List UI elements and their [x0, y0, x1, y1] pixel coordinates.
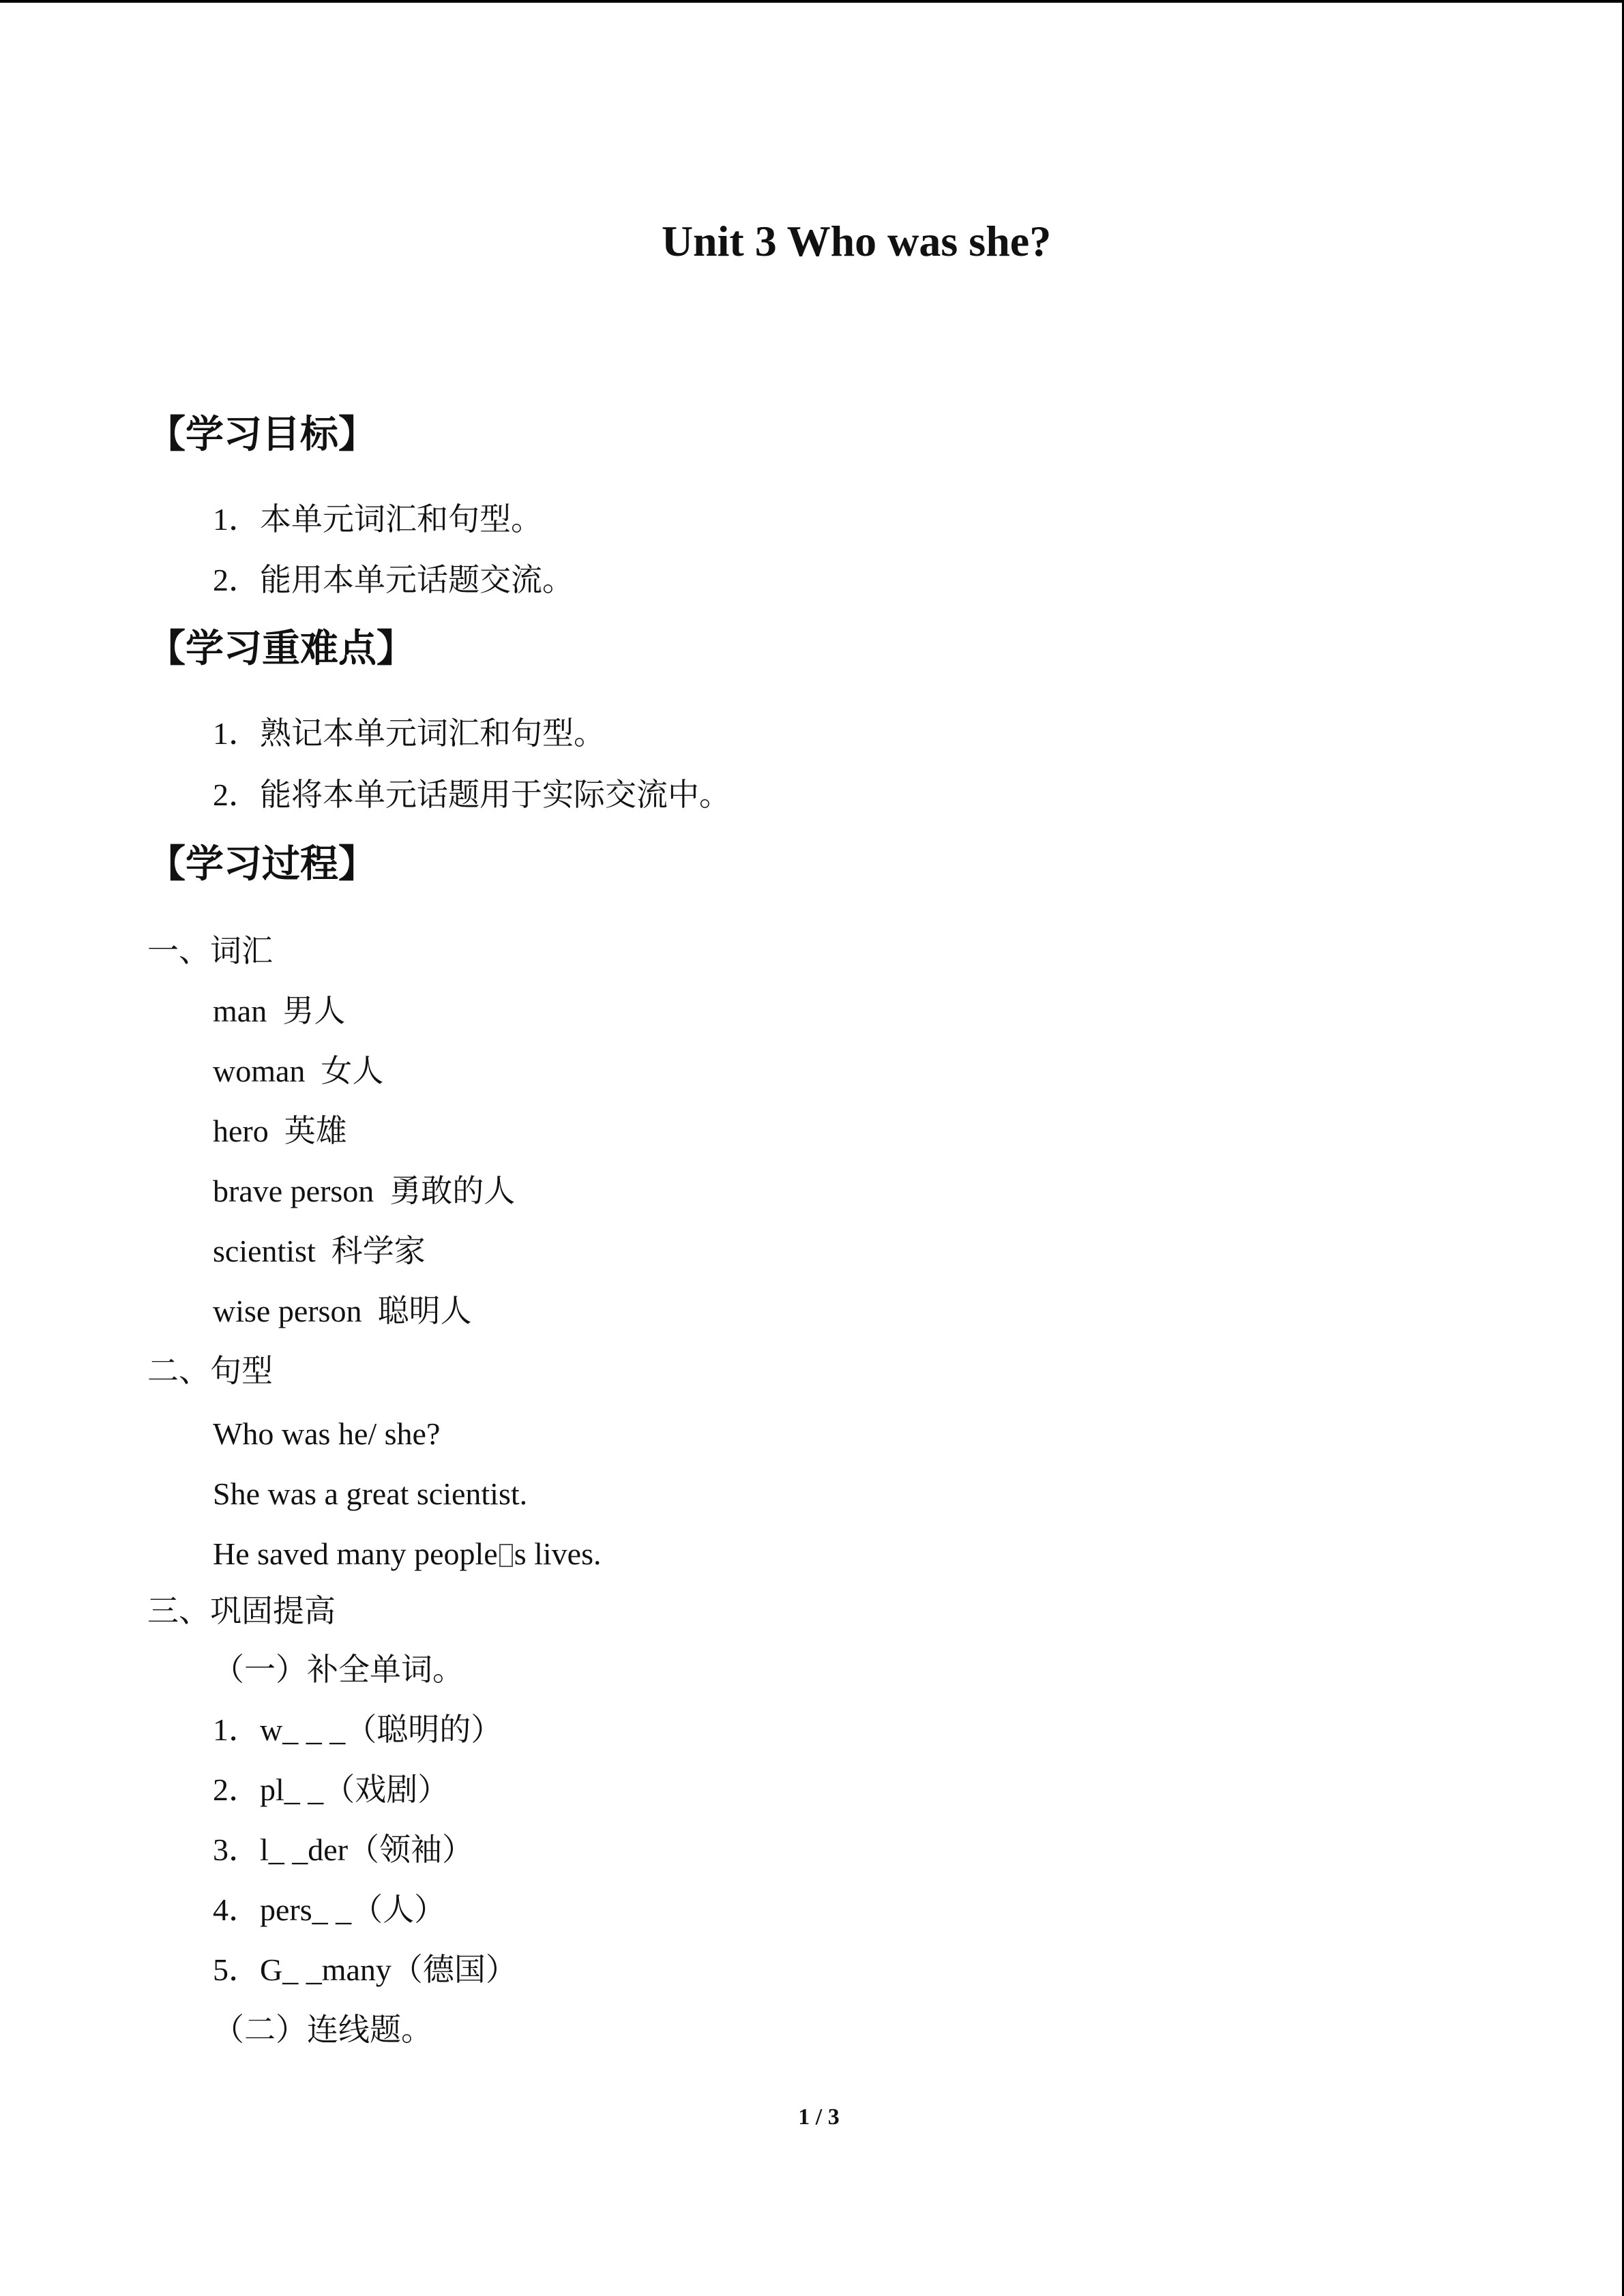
sentences-label: 二、句型 — [147, 1354, 273, 1388]
objective-item-1: 1．本单元词汇和句型。 — [213, 502, 542, 537]
document-title: Unit 3 Who was she? — [661, 217, 1052, 265]
sentence-text-before: He saved many people — [213, 1536, 498, 1571]
vocab-label: 一、词汇 — [147, 934, 273, 968]
vocab-item: brave person 勇敢的人 — [213, 1174, 516, 1208]
top-border — [0, 0, 1624, 3]
heading-objectives: 【学习目标】 — [147, 413, 377, 457]
fill-in-item: 1．w_ _ _（聪明的） — [213, 1712, 503, 1747]
page-number: 1 / 3 — [798, 2104, 840, 2130]
vocab-item: wise person 聪明人 — [213, 1294, 472, 1328]
fill-in-item: 4．pers_ _（人） — [213, 1892, 446, 1927]
vocab-item: man 男人 — [213, 994, 346, 1028]
objective-item-2: 2．能用本单元话题交流。 — [213, 563, 574, 597]
heading-process: 【学习过程】 — [147, 842, 377, 886]
fill-in-label: （一）补全单词。 — [213, 1652, 464, 1687]
consolidate-label: 三、巩固提高 — [147, 1594, 336, 1628]
vocab-item: hero 英雄 — [213, 1114, 347, 1148]
vocab-item: scientist 科学家 — [213, 1234, 426, 1268]
fill-in-item: 5．G_ _many（德国） — [213, 1952, 517, 1987]
vocab-item: woman 女人 — [213, 1054, 384, 1088]
missing-glyph-box — [499, 1544, 513, 1567]
sentence-item — [213, 1538, 601, 1570]
heading-key-points: 【学习重难点】 — [147, 627, 415, 671]
sentence-item: Who was he/ she? — [213, 1416, 441, 1451]
sentence-item: She was a great scientist. — [213, 1476, 528, 1511]
fill-in-item: 2．pl_ _（戏剧） — [213, 1772, 449, 1807]
key-point-item-2: 2．能将本单元话题用于实际交流中。 — [213, 777, 730, 812]
matching-label: （二）连线题。 — [213, 2012, 432, 2047]
sentence-text-after: s lives. — [514, 1536, 602, 1571]
key-point-item-1: 1．熟记本单元词汇和句型。 — [213, 716, 605, 751]
fill-in-item: 3．l_ _der（领袖） — [213, 1832, 474, 1867]
